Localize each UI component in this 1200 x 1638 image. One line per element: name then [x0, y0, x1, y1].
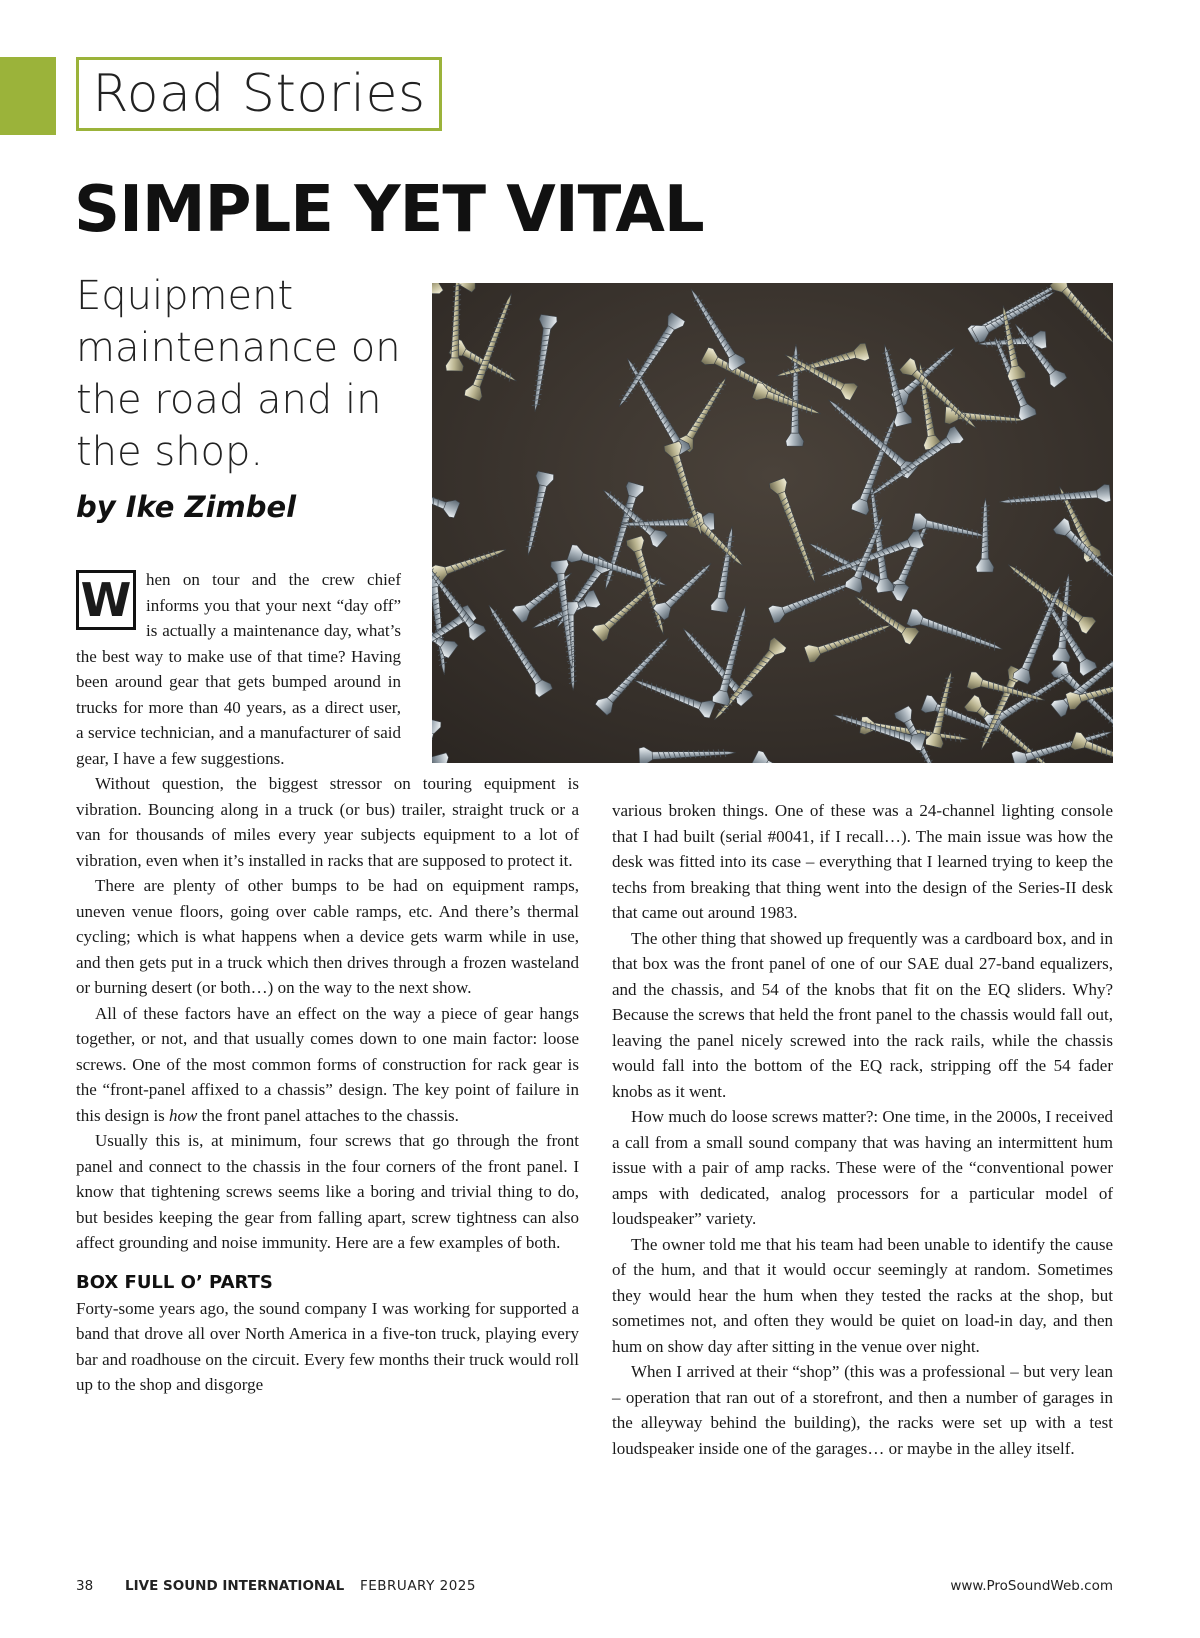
body-paragraph: Usually this is, at minimum, four screws that go through the front panel and connect to the chassis in the four corners of the front panel. I know that tightening screws seems like a boring and trivial thing to do, but besides keeping the gear from falling apart, screw tightness can also affect grounding and noise immunity. Here are a few examples of both.	[76, 1131, 579, 1252]
page-footer	[76, 1578, 1113, 1598]
body-paragraph: How much do loose screws matter?: One time, in the 2000s, I received a call from a small sound company that was having an intermittent hum issue with a pair of amp racks. These were of the “conventional power amps with dedicated, analog processors for a particular model of loudspeaker” variety.	[612, 1107, 1113, 1228]
emphasis-how: how	[169, 1105, 198, 1125]
section-accent-bar	[0, 57, 56, 135]
body-paragraph: The owner told me that his team had been unable to identify the cause of the hum, and that it would occur seemingly at random. Sometimes they would hear the hum when they tested the racks at the shop, but sometimes not, and often they would be quiet on load-in day, and then hum on show day after sitting in the venue over night.	[612, 1234, 1113, 1356]
left-column	[76, 567, 579, 1398]
body-paragraph: All of these factors have an effect on the way a piece of gear hangs together, or not, and that usually comes down to one main factor: loose screws. One of the most common forms of construction for rack gear is the “front-panel affixed to a chassis” design. The key point of failure in this design is how the front panel attaches to the chassis.	[76, 1003, 579, 1125]
section-label: Road Stories	[76, 57, 442, 131]
drop-cap: W	[76, 570, 136, 630]
website-url: www.ProSoundWeb.com	[950, 1578, 1113, 1594]
byline: by Ike Zimbel	[76, 490, 297, 524]
dek: Equipment maintenance on the road and in the shop.	[76, 273, 401, 475]
issue-date: FEBRUARY 2025	[360, 1578, 476, 1594]
body-paragraph: Forty-some years ago, the sound company I was working for supported a band that drove all over North America in a five-ton truck, playing every bar and roadhouse on the circuit. Every few months their truck would roll up to the shop and disgorge	[76, 1298, 579, 1394]
body-paragraph: There are plenty of other bumps to be had on equipment ramps, uneven venue floors, going over cable ramps, etc. And there’s thermal cycling; which is what happens when a device gets warm while in use, and then gets put in a truck which then drives through a frozen wasteland or burning desert (or both…) on the way to the next show.	[76, 876, 579, 997]
page-number: 38	[76, 1578, 94, 1594]
magazine-name: LIVE SOUND INTERNATIONAL	[125, 1578, 345, 1594]
subhead: BOX FULL O’ PARTS	[76, 1271, 273, 1293]
body-paragraph: various broken things. One of these was a 24-channel lighting console that I had built (serial #0041, if I recall…). The main issue was how the desk was fitted into its case – everything that I learned trying to keep the techs from breaking that thing went into the design of the Series-II desk that came out around 1983.	[612, 801, 1113, 922]
right-column	[612, 798, 1113, 1461]
body-paragraph: When I arrived at their “shop” (this was a professional – but very lean – operation that ran out of a storefront, and then a number of garages in the alleyway behind the building), the racks were set up with a test loudspeaker inside one of the garages… or maybe in the alley itself.	[612, 1362, 1113, 1458]
body-paragraph: Without question, the biggest stressor on touring equipment is vibration. Bouncing along in a truck (or bus) trailer, straight truck or a van for thousands of miles every year subjects equipment to a lot of vibration, even when it’s installed in racks that are supposed to protect it.	[76, 774, 579, 870]
lead-paragraph: hen on tour and the crew chief informs you that your next “day off” is actually a maintenance day, what’s the best way to make use of that time? Having been around gear that gets bumped around in trucks for more than 40 years, as a direct user, a service technician, and a manufacturer of said gear, I have a few suggestions.	[76, 570, 401, 768]
body-paragraph: The other thing that showed up frequently was a cardboard box, and in that box was the front panel of one of our SAE dual 27-band equalizers, and the chassis, and 54 of the knobs that fit on the EQ sliders. Why? Because the screws that held the front panel to the chassis would fall out, leaving the panel nicely screwed into the rack rails, while the chassis would fall into the bottom of the EQ rack, stripping off the 54 fader knobs as it went.	[612, 928, 1113, 1101]
headline: SIMPLE YET VITAL	[74, 173, 704, 247]
